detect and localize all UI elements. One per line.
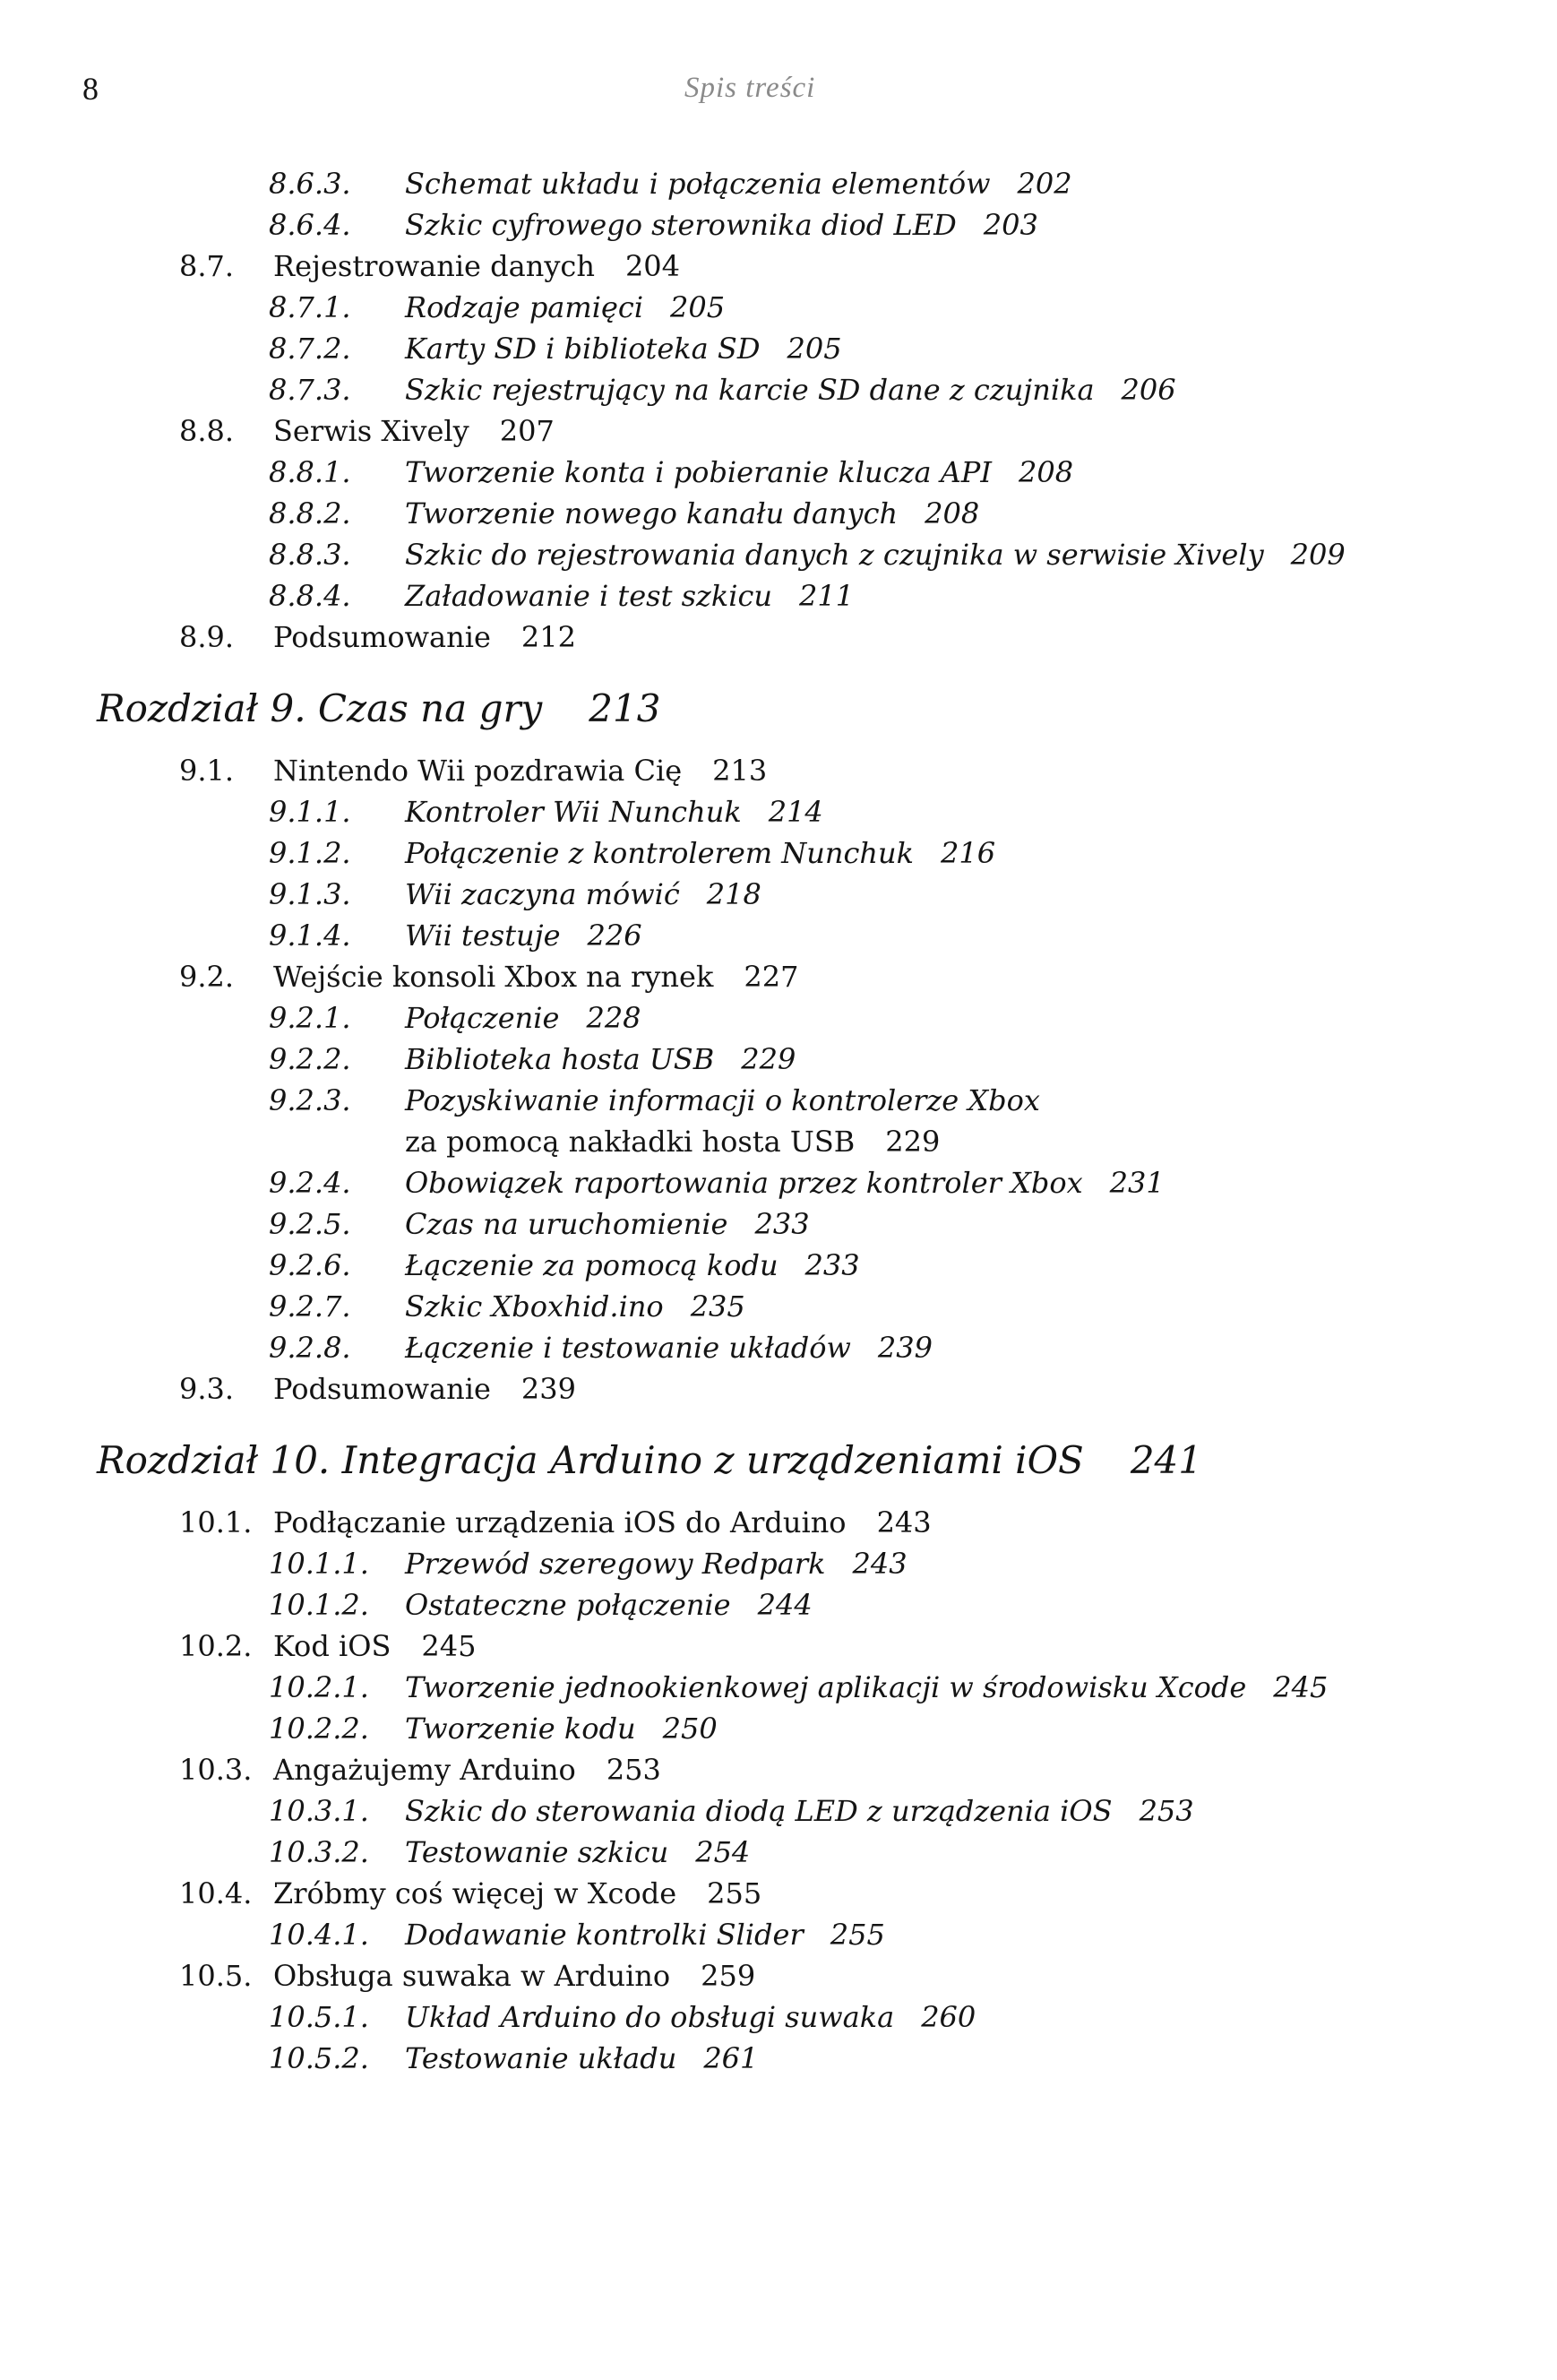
toc-subsection [0, 332, 1557, 373]
toc-title: Tworzenie nowego kanału danych [405, 496, 899, 530]
toc-page-number: 206 [1121, 373, 1176, 407]
toc-title: Testowanie szkicu [405, 1835, 669, 1869]
toc-number: 10.1. [179, 1505, 253, 1539]
toc-section [0, 1959, 1557, 2000]
toc-number: 8.8. [179, 414, 235, 448]
chapter-heading [0, 686, 1557, 730]
toc-title: Szkic rejestrujący na karcie SD dane z czujnika [405, 373, 1095, 407]
toc-page-number: 205 [670, 290, 726, 324]
toc-number: 10.5.2. [269, 2041, 369, 2075]
toc-section [0, 1505, 1557, 1547]
toc-page-number: 233 [804, 1248, 860, 1282]
toc-page-number: 253 [606, 1753, 661, 1787]
toc-subsection [0, 918, 1557, 960]
toc-subsection [0, 1794, 1557, 1835]
toc-number: 8.8.3. [269, 538, 351, 572]
toc-subsection [0, 1918, 1557, 1959]
toc-subsection [0, 1835, 1557, 1876]
toc-page-number: 233 [754, 1207, 810, 1241]
toc-subsection [0, 1289, 1557, 1331]
toc-title: Serwis Xively [273, 414, 469, 448]
toc-subsection [0, 795, 1557, 836]
toc-number: 9.2.6. [269, 1248, 351, 1282]
toc-page-number: 243 [876, 1505, 932, 1539]
toc-title: Rozdział 10. Integracja Arduino z urządzeniami iOS [97, 1438, 1084, 1482]
toc-subsection [0, 877, 1557, 918]
toc-subsection [0, 455, 1557, 496]
toc-title: Łączenie za pomocą kodu [405, 1248, 778, 1282]
toc-page-number: 213 [589, 686, 661, 730]
toc-title: Schemat układu i połączenia elementów [405, 167, 991, 201]
toc-page-number: 239 [520, 1372, 576, 1406]
toc-title: Szkic Xboxhid.ino [405, 1289, 664, 1324]
toc-title: Łączenie i testowanie układów [405, 1331, 851, 1365]
toc-page-number: 250 [662, 1712, 718, 1746]
toc-subsection [0, 167, 1557, 208]
toc-page-number: 255 [830, 1918, 885, 1952]
toc-page-number: 226 [587, 918, 642, 953]
toc-number: 9.1.1. [269, 795, 351, 829]
toc-subsection [0, 1166, 1557, 1207]
toc-page-number: 213 [712, 754, 768, 788]
toc-number: 10.1.1. [269, 1547, 369, 1581]
toc-page-number: 227 [744, 960, 799, 994]
toc-page-number: 255 [707, 1876, 762, 1910]
toc-title: Kod iOS [273, 1629, 391, 1663]
toc-number: 8.8.4. [269, 579, 351, 613]
toc-number: 8.9. [179, 620, 235, 654]
toc-number: 9.2. [179, 960, 235, 994]
toc-page-number: 245 [421, 1629, 477, 1663]
toc-section [0, 1372, 1557, 1413]
toc-subsection [0, 1042, 1557, 1083]
toc-section [0, 960, 1557, 1001]
toc-subsection [0, 1670, 1557, 1712]
toc-page-number: 229 [885, 1125, 941, 1159]
toc-number: 10.3.1. [269, 1794, 369, 1828]
toc-subsection [0, 2000, 1557, 2041]
table-of-contents [0, 167, 1557, 2082]
toc-page-number: 229 [741, 1042, 796, 1076]
toc-title: Obowiązek raportowania przez kontroler Xbox [405, 1166, 1083, 1200]
toc-section [0, 620, 1557, 661]
toc-number: 10.2. [179, 1629, 253, 1663]
toc-title: Tworzenie konta i pobieranie klucza API [405, 455, 992, 489]
toc-title: Szkic do sterowania diodą LED z urządzenia iOS [405, 1794, 1113, 1828]
toc-page-number: 253 [1139, 1794, 1194, 1828]
toc-number: 9.2.3. [269, 1083, 351, 1117]
toc-section [0, 1753, 1557, 1794]
toc-title: Ostateczne połączenie [405, 1588, 731, 1622]
toc-number: 9.1.2. [269, 836, 351, 870]
toc-title: Biblioteka hosta USB [405, 1042, 715, 1076]
toc-number: 8.8.2. [269, 496, 351, 530]
toc-number: 9.2.4. [269, 1166, 351, 1200]
toc-page-number: 212 [520, 620, 576, 654]
toc-title: Rodzaje pamięci [405, 290, 644, 324]
toc-title: Karty SD i biblioteka SD [405, 332, 761, 366]
toc-page-number: 203 [983, 208, 1038, 242]
toc-page-number: 207 [499, 414, 555, 448]
toc-page-number: 204 [624, 249, 681, 283]
toc-number: 9.2.1. [269, 1001, 351, 1035]
toc-number: 10.4.1. [269, 1918, 369, 1952]
toc-page-number: 243 [852, 1547, 908, 1581]
toc-number: 9.2.2. [269, 1042, 351, 1076]
toc-title: Wii testuje [405, 918, 561, 953]
toc-title: Tworzenie jednookienkowej aplikacji w środowisku Xcode [405, 1670, 1247, 1704]
toc-title: Szkic cyfrowego sterownika diod LED [405, 208, 957, 242]
toc-page-number: 254 [695, 1835, 751, 1869]
toc-subsection [0, 290, 1557, 332]
toc-subsection [0, 496, 1557, 538]
toc-number: 8.7.3. [269, 373, 351, 407]
toc-section [0, 754, 1557, 795]
toc-page-number: 239 [877, 1331, 933, 1365]
toc-number: 10.3.2. [269, 1835, 369, 1869]
toc-title: Obsługa suwaka w Arduino [273, 1959, 671, 1993]
toc-number: 9.1.3. [269, 877, 351, 911]
toc-number: 8.6.3. [269, 167, 351, 201]
toc-number: 8.8.1. [269, 455, 351, 489]
toc-number: 8.6.4. [269, 208, 351, 242]
toc-number: 9.1.4. [269, 918, 351, 953]
toc-number: 10.2.1. [269, 1670, 369, 1704]
page-header [0, 70, 1557, 115]
toc-number: 10.5. [179, 1959, 253, 1993]
toc-page-number: 241 [1130, 1438, 1202, 1482]
toc-section [0, 1629, 1557, 1670]
toc-section [0, 249, 1557, 290]
toc-title: Nintendo Wii pozdrawia Cię [273, 754, 683, 788]
toc-title: Testowanie układu [405, 2041, 677, 2075]
toc-subsection [0, 373, 1557, 414]
toc-title: za pomocą nakładki hosta USB [405, 1125, 856, 1159]
toc-number: 9.3. [179, 1372, 235, 1406]
toc-title: Kontroler Wii Nunchuk [405, 795, 742, 829]
toc-subsection [0, 1547, 1557, 1588]
toc-page-number: 218 [706, 877, 761, 911]
toc-title: Angażujemy Arduino [273, 1753, 576, 1787]
toc-page-number: 231 [1109, 1166, 1165, 1200]
toc-title: Szkic do rejestrowania danych z czujnika w serwisie Xively [405, 538, 1264, 572]
toc-number: 8.7. [179, 249, 235, 283]
running-title: Spis treści [684, 72, 816, 104]
toc-title: Dodawanie kontrolki Slider [405, 1918, 804, 1952]
toc-title: Tworzenie kodu [405, 1712, 636, 1746]
toc-title: Załadowanie i test szkicu [405, 579, 773, 613]
toc-number: 9.2.7. [269, 1289, 351, 1324]
toc-title: Wejście konsoli Xbox na rynek [273, 960, 714, 994]
toc-number: 10.1.2. [269, 1588, 369, 1622]
toc-title: Czas na uruchomienie [405, 1207, 728, 1241]
toc-page-number: 205 [787, 332, 842, 366]
toc-subsection [0, 1207, 1557, 1248]
toc-page-number: 208 [1018, 455, 1074, 489]
toc-number: 8.7.2. [269, 332, 351, 366]
toc-page-number: 261 [703, 2041, 759, 2075]
toc-title: Zróbmy coś więcej w Xcode [273, 1876, 677, 1910]
toc-title: Połączenie z kontrolerem Nunchuk [405, 836, 915, 870]
toc-number: 8.7.1. [269, 290, 351, 324]
toc-subsection [0, 208, 1557, 249]
toc-subsection [0, 1248, 1557, 1289]
toc-subsection [0, 1331, 1557, 1372]
toc-number: 9.2.5. [269, 1207, 351, 1241]
toc-subsection [0, 538, 1557, 579]
toc-number: 10.5.1. [269, 2000, 369, 2034]
toc-title: Połączenie [405, 1001, 560, 1035]
toc-subsection [0, 1588, 1557, 1629]
toc-title: Układ Arduino do obsługi suwaka [405, 2000, 895, 2034]
toc-title: Rozdział 9. Czas na gry [97, 686, 543, 730]
toc-number: 10.3. [179, 1753, 253, 1787]
toc-subsection [0, 1001, 1557, 1042]
toc-title: Wii zaczyna mówić [405, 877, 680, 911]
toc-number: 9.2.8. [269, 1331, 351, 1365]
toc-section [0, 1876, 1557, 1918]
toc-number: 10.4. [179, 1876, 253, 1910]
toc-number: 10.2.2. [269, 1712, 369, 1746]
toc-page-number: 208 [925, 496, 980, 530]
toc-subsection [0, 2041, 1557, 2082]
toc-page-number: 214 [768, 795, 823, 829]
toc-subsection [0, 836, 1557, 877]
toc-page-number: 216 [941, 836, 996, 870]
toc-continuation [0, 1125, 1557, 1166]
toc-title: Przewód szeregowy Redpark [405, 1547, 826, 1581]
toc-page-number: 228 [586, 1001, 641, 1035]
toc-page-number: 235 [690, 1289, 745, 1324]
toc-page-number: 211 [799, 579, 855, 613]
toc-page-number: 259 [701, 1959, 756, 1993]
toc-section [0, 414, 1557, 455]
toc-subsection [0, 1083, 1557, 1125]
toc-page-number: 260 [921, 2000, 976, 2034]
chapter-heading [0, 1438, 1557, 1482]
toc-subsection [0, 579, 1557, 620]
toc-number: 9.1. [179, 754, 235, 788]
toc-page-number: 244 [757, 1588, 813, 1622]
toc-title: Rejestrowanie danych [273, 249, 595, 283]
toc-title: Pozyskiwanie informacji o kontrolerze Xbox [405, 1083, 1040, 1117]
toc-page-number: 209 [1290, 538, 1346, 572]
toc-title: Podłączanie urządzenia iOS do Arduino [273, 1505, 847, 1539]
toc-subsection [0, 1712, 1557, 1753]
toc-title: Podsumowanie [273, 620, 491, 654]
page-number: 8 [82, 71, 99, 107]
toc-page-number: 245 [1273, 1670, 1329, 1704]
toc-page-number: 202 [1017, 167, 1072, 201]
toc-title: Podsumowanie [273, 1372, 491, 1406]
